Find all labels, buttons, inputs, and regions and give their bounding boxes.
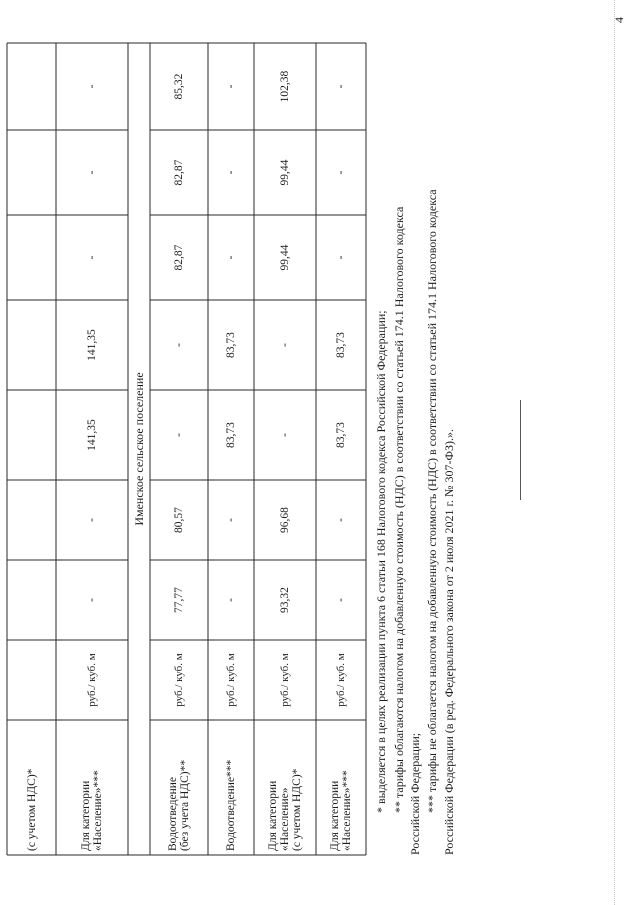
value-cell: - bbox=[279, 343, 291, 347]
value-cell: 96,68 bbox=[279, 507, 291, 533]
value-cell: 85,32 bbox=[173, 73, 185, 100]
row-header-population-bottom: Для категории «Население»*** bbox=[329, 770, 353, 851]
page-number: 4 bbox=[612, 17, 626, 23]
value-cell: - bbox=[335, 255, 347, 260]
value-cell: - bbox=[335, 598, 347, 602]
unit-cell: руб./ куб. м bbox=[173, 653, 185, 707]
value-cell: 82,87 bbox=[173, 159, 185, 186]
row-header-population-top: Для категории «Население»*** bbox=[80, 770, 104, 851]
scan-edge bbox=[614, 0, 633, 905]
value-cell: 77,77 bbox=[173, 587, 185, 613]
value-cell: - bbox=[225, 255, 237, 260]
value-cell: 82,87 bbox=[173, 244, 185, 271]
value-cell: - bbox=[225, 518, 237, 522]
closing-rule bbox=[520, 400, 521, 500]
unit-cell: руб./ куб. м bbox=[86, 653, 98, 707]
value-cell: 93,32 bbox=[279, 587, 291, 613]
row-header-population-incl-vat: Для категории «Население» (с учетом НДС)* bbox=[267, 768, 303, 851]
value-cell: - bbox=[86, 518, 98, 522]
section-title: Именское сельское поселение bbox=[132, 372, 146, 526]
value-cell: - bbox=[86, 255, 98, 260]
value-cell: - bbox=[335, 84, 347, 89]
value-cell: - bbox=[225, 84, 237, 89]
value-cell: - bbox=[335, 518, 347, 522]
unit-cell: руб./ куб. м bbox=[279, 653, 291, 707]
value-cell: - bbox=[86, 84, 98, 89]
value-cell: 102,38 bbox=[279, 70, 291, 103]
footnote-3-line-2: Российской Федерации (в ред. Федерального закона от 2 июля 2021 г. № 307-ФЗ).». bbox=[442, 429, 456, 855]
value-cell: 83,73 bbox=[225, 332, 237, 358]
unit-cell: руб./ куб. м bbox=[335, 653, 347, 707]
value-cell: - bbox=[335, 170, 347, 175]
row-header-continuation: (с учетом НДС)* bbox=[25, 768, 38, 851]
row-header-wastewater: Водоотведение*** bbox=[225, 759, 237, 851]
footnote-3-line-1: *** тарифы не облагается налогом на добавленную стоимость (НДС) в соответствии со статьей 174.1 Налогового кодекса bbox=[425, 189, 439, 813]
footnote-1: * выделяется в целях реализации пункта 6 статьи 168 Налогового кодекса Российской Федерации; bbox=[374, 310, 388, 813]
value-cell: - bbox=[86, 598, 98, 602]
footnote-2-line-1: ** тарифы облагаются налогом на добавленную стоимость (НДС) в соответствии со статьей 174.1 Налогового кодекса bbox=[392, 206, 406, 813]
value-cell: 99,44 bbox=[279, 159, 291, 186]
value-cell: 83,73 bbox=[335, 332, 347, 358]
value-cell: 99,44 bbox=[279, 244, 291, 271]
value-cell: 83,73 bbox=[225, 422, 237, 448]
value-cell: - bbox=[173, 433, 185, 437]
value-cell: 141,35 bbox=[86, 329, 98, 361]
value-cell: 141,35 bbox=[86, 419, 98, 451]
value-cell: - bbox=[279, 433, 291, 437]
unit-cell: руб./ куб. м bbox=[225, 653, 237, 707]
value-cell: 83,73 bbox=[335, 422, 347, 448]
value-cell: - bbox=[173, 343, 185, 347]
value-cell: - bbox=[86, 170, 98, 175]
footnote-2-line-2: Российской Федерации; bbox=[408, 732, 422, 855]
row-header-wastewater-excl-vat: Водоотведение (без учета НДС)** bbox=[167, 759, 191, 851]
value-cell: - bbox=[225, 170, 237, 175]
value-cell: 80,57 bbox=[173, 507, 185, 533]
value-cell: - bbox=[225, 598, 237, 602]
